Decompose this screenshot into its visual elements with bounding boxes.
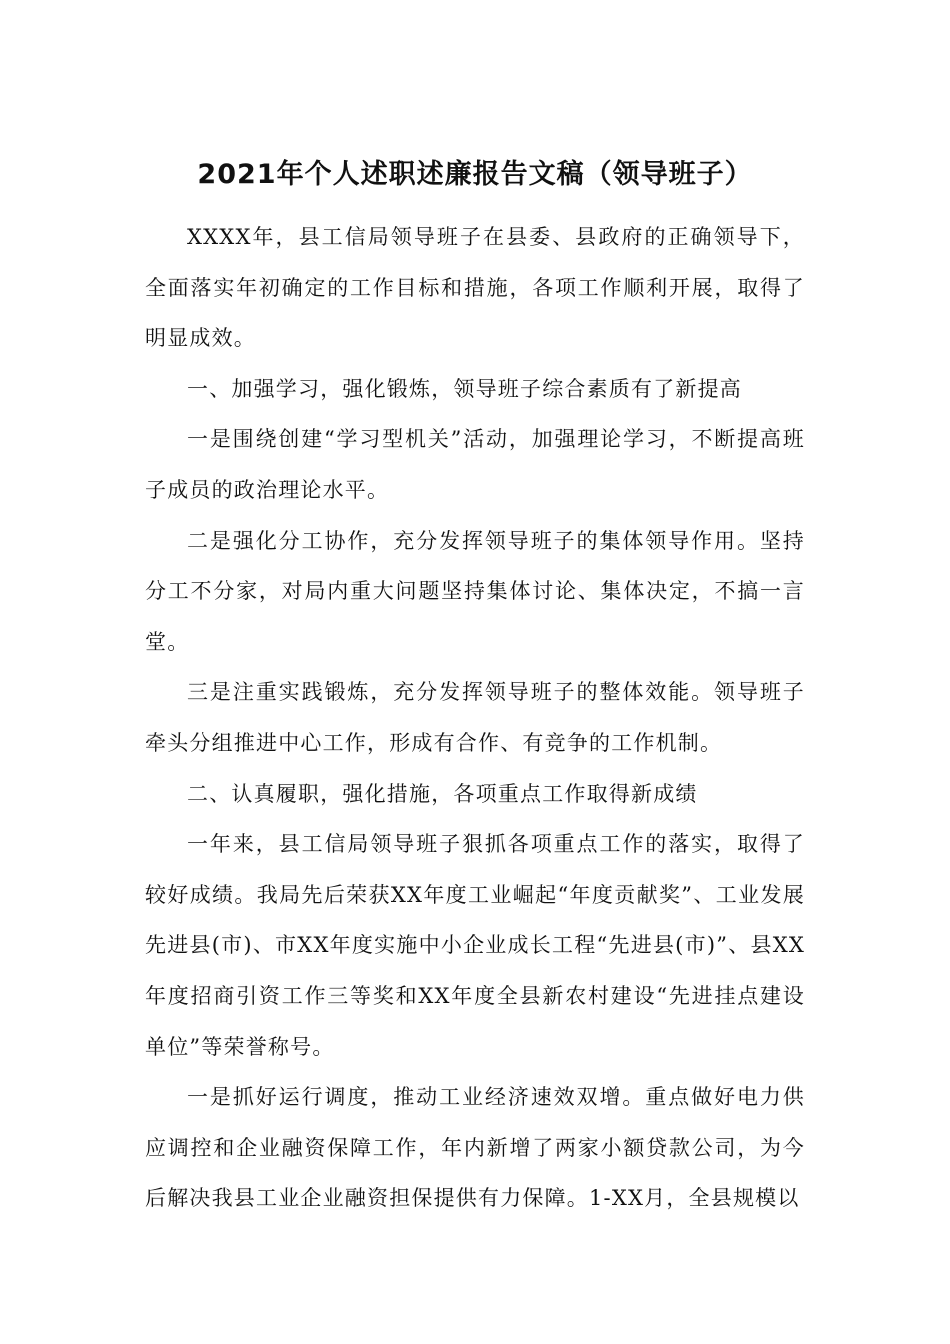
section-heading-2: 二、认真履职，强化措施，各项重点工作取得新成绩 <box>187 781 698 806</box>
paragraph-1-1: 一是围绕创建“学习型机关”活动，加强理论学习，不断提高班子成员的政治理论水平。 <box>145 427 805 502</box>
paragraph-1-2: 二是强化分工协作，充分发挥领导班子的集体领导作用。坚持分工不分家，对局内重大问题坚持集体讨论、集体决定，不搞一言堂。 <box>145 528 805 654</box>
document-body <box>145 212 805 1224</box>
paragraph-2-1: 一是抓好运行调度，推动工业经济速效双增。重点做好电力供应调控和企业融资保障工作，年内新增了两家小额贷款公司，为今后解决我县工业企业融资担保提供有力保障。1-XX月，全县规模以 <box>145 1085 805 1211</box>
paragraph-intro: XXXX年，县工信局领导班子在县委、县政府的正确领导下，全面落实年初确定的工作目标和措施，各项工作顺利开展，取得了明显成效。 <box>145 225 805 351</box>
document-title: 2021年个人述职述廉报告文稿（领导班子） <box>197 159 753 190</box>
paragraph-2-intro: 一年来，县工信局领导班子狠抓各项重点工作的落实，取得了较好成绩。我局先后荣获XX年度工业崛起“年度贡献奖”、工业发展先进县(市)、市XX年度实施中小企业成长工程“先进县(市)”、县XX年度招商引资工作三等奖和XX年度全县新农村建设“先进挂点建设单位”等荣誉称号。 <box>145 832 805 1059</box>
paragraph-1-3: 三是注重实践锻炼，充分发挥领导班子的整体效能。领导班子牵头分组推进中心工作，形成有合作、有竞争的工作机制。 <box>145 680 805 755</box>
section-heading-1: 一、加强学习，强化锻炼，领导班子综合素质有了新提高 <box>187 376 742 401</box>
